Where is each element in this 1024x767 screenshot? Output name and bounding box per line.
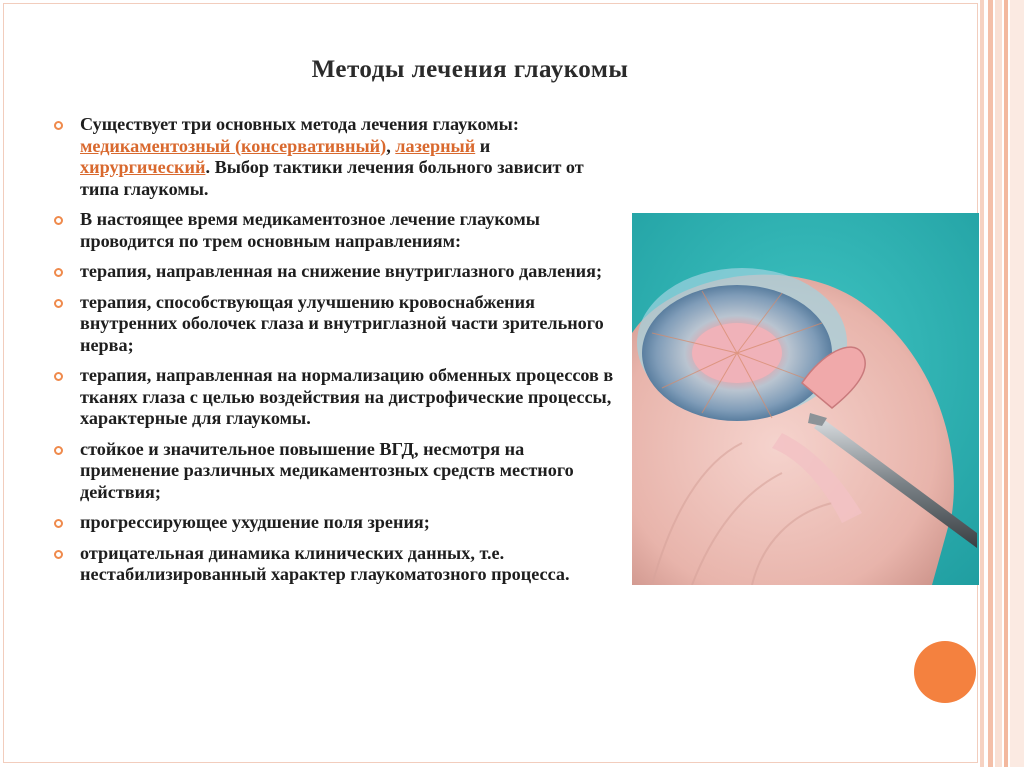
decorative-orange-circle (914, 641, 976, 703)
bullet-item (50, 439, 620, 504)
ring-bullet-icon (54, 372, 63, 381)
ring-bullet-icon (54, 121, 63, 130)
bullet-item (50, 261, 620, 283)
bullet-item (50, 543, 620, 586)
ring-bullet-icon (54, 519, 63, 528)
link-medication[interactable]: медикаментозный (консервативный) (80, 135, 387, 156)
link-laser[interactable]: лазерный (395, 135, 476, 156)
bullet-item (50, 512, 620, 534)
bullet-text: . Выбор тактики лечения больного зависит от типа глаукомы. (80, 157, 584, 199)
bullet-text: отрицательная динамика клинических данных, т.е. нестабилизированный характер глаукоматозного процесса. (80, 542, 570, 584)
decorative-stripes (980, 0, 1024, 767)
bullet-text: В настоящее время медикаментозное лечение глаукомы проводится по трем основным направлениям: (80, 209, 540, 251)
ring-bullet-icon (54, 268, 63, 277)
bullet-list (50, 114, 620, 595)
bullet-item (50, 209, 620, 252)
bullet-text: и (475, 135, 491, 156)
ring-bullet-icon (54, 550, 63, 559)
bullet-text: , (386, 135, 396, 156)
bullet-item (50, 292, 620, 357)
bullet-text: стойкое и значительное повышение ВГД, несмотря на применение различных медикаментозных средств местного действия; (80, 438, 574, 502)
bullet-text: терапия, способствующая улучшению кровоснабжения внутренних оболочек глаза и внутриглазной части зрительного нерва; (80, 291, 604, 355)
eye-surgery-illustration (632, 213, 979, 585)
slide-title: Методы лечения глаукомы (311, 56, 629, 83)
bullet-text: терапия, направленная на снижение внутриглазного давления; (80, 261, 603, 281)
bullet-item (50, 114, 620, 200)
bullet-text: прогрессирующее ухудшение поля зрения; (80, 512, 430, 532)
bullet-text: Существует три основных метода лечения глаукомы: (80, 114, 519, 134)
bullet-item (50, 365, 620, 430)
ring-bullet-icon (54, 216, 63, 225)
ring-bullet-icon (54, 446, 63, 455)
bullet-text: терапия, направленная на нормализацию обменных процессов в тканях глаза с целью воздействия на дистрофические процессы, характерные для глаукомы. (80, 365, 614, 428)
link-surgical[interactable]: хирургический (80, 157, 206, 177)
ring-bullet-icon (54, 299, 63, 308)
